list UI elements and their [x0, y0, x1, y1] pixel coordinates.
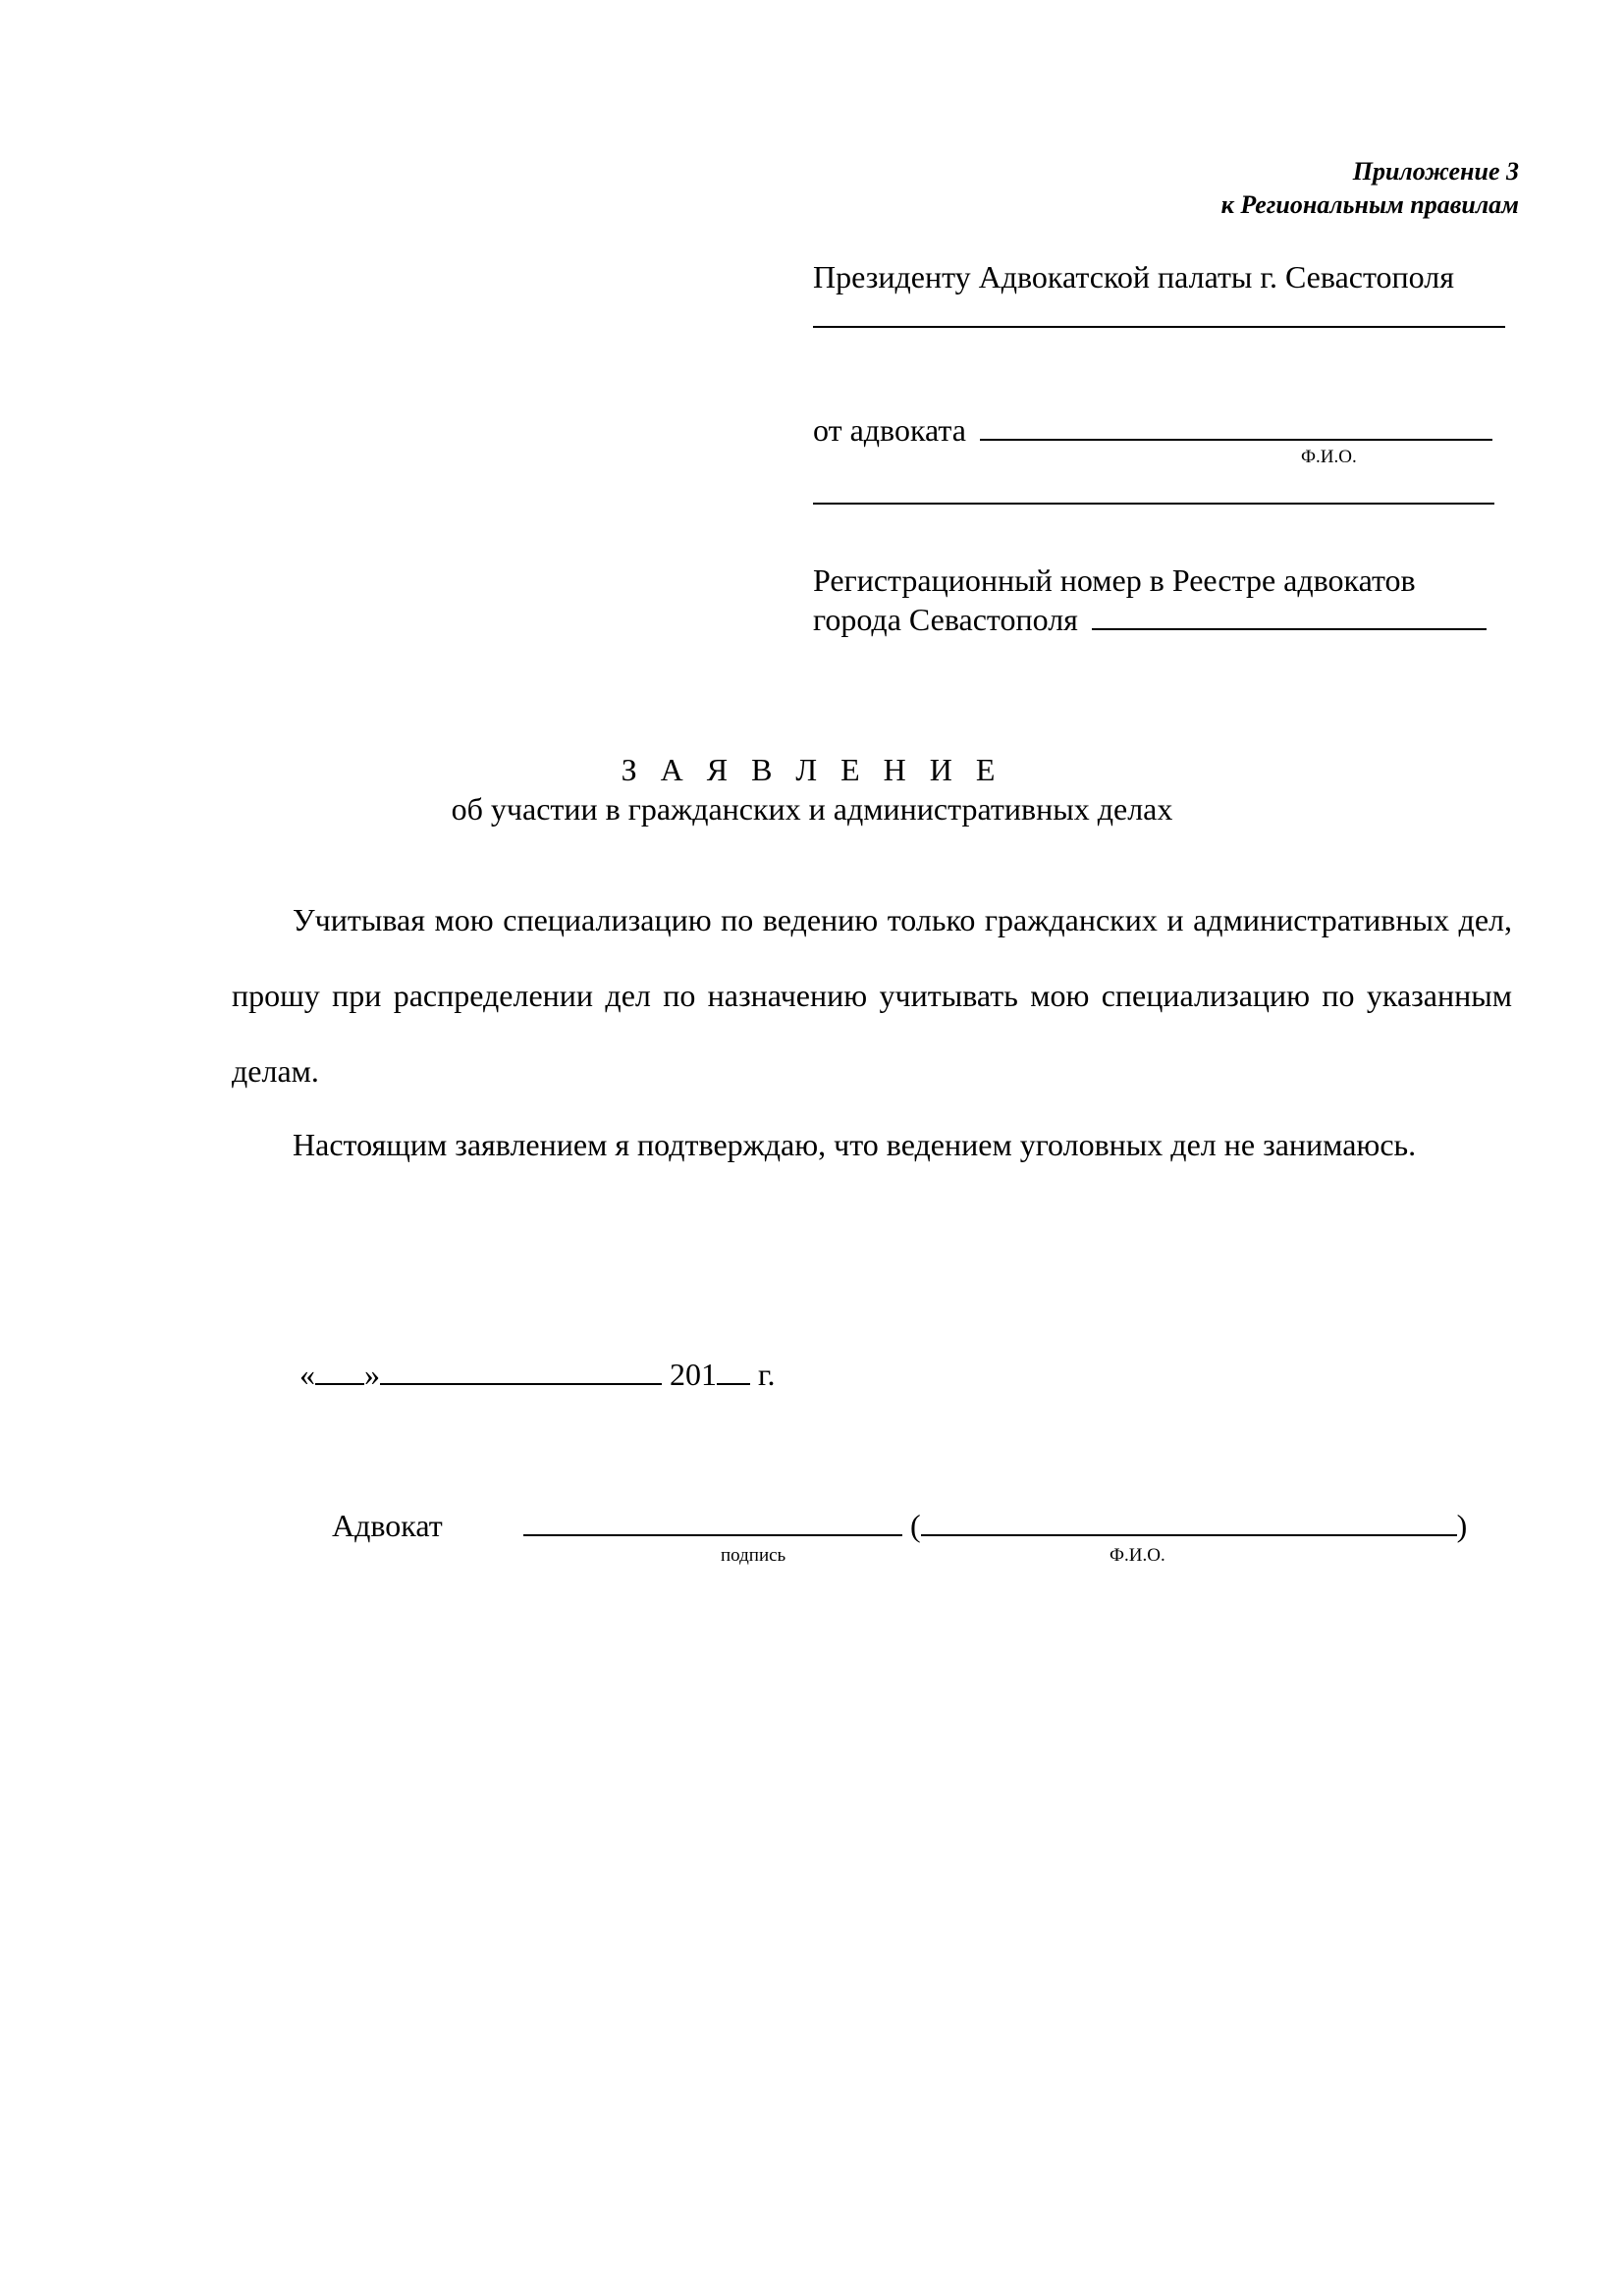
signature-field[interactable] [523, 1509, 902, 1536]
advocate-name-field[interactable] [980, 413, 1492, 441]
from-advocate-row [813, 410, 1492, 450]
fio-close-paren: ) [1456, 1508, 1468, 1543]
appendix-header [1221, 155, 1519, 222]
registry-number-row [813, 600, 1487, 639]
body-paragraph-2: Настоящим заявлением я подтверждаю, что ведением уголовных дел не занимаюсь. [293, 1127, 1417, 1162]
year-suffix: г. [750, 1357, 776, 1392]
date-open-quote: « [299, 1357, 315, 1392]
signature-fio-field[interactable] [921, 1509, 1457, 1536]
signature-row [523, 1506, 1467, 1545]
month-field[interactable] [380, 1358, 662, 1385]
date-close-quote: » [364, 1357, 380, 1392]
body-paragraph-1: Учитывая мою специализацию по ведению только гражданских и административных дел, прошу при распределении дел по назначению учитывать мою специализацию по указанным делам. [232, 902, 1512, 1089]
year-field[interactable] [717, 1358, 750, 1385]
document-title: З А Я В Л Е Н И Е [621, 752, 1003, 787]
document-subtitle: об участии в гражданских и административных делах [451, 791, 1173, 827]
signature-label: Адвокат [332, 1508, 443, 1543]
advocate-second-line[interactable] [813, 503, 1494, 505]
fio-caption-bottom: Ф.И.О. [1110, 1545, 1165, 1566]
date-row [299, 1355, 776, 1394]
addressee-line: Президенту Адвокатской палаты г. Севастополя [813, 259, 1454, 294]
signature-caption: подпись [721, 1545, 786, 1566]
registry-number-line1: Регистрационный номер в Реестре адвокатов [813, 562, 1416, 598]
registry-city-label: города Севастополя [813, 602, 1078, 637]
day-field[interactable] [315, 1358, 364, 1385]
fio-caption-top: Ф.И.О. [1301, 447, 1357, 467]
appendix-reference: к Региональным правилам [1220, 190, 1519, 219]
appendix-number: Приложение 3 [1352, 157, 1519, 186]
addressee-blank-line[interactable] [813, 326, 1505, 328]
registry-number-field[interactable] [1092, 603, 1487, 630]
year-prefix: 201 [670, 1357, 717, 1392]
fio-open-paren: ( [910, 1508, 921, 1543]
from-advocate-label: от адвоката [813, 412, 966, 448]
